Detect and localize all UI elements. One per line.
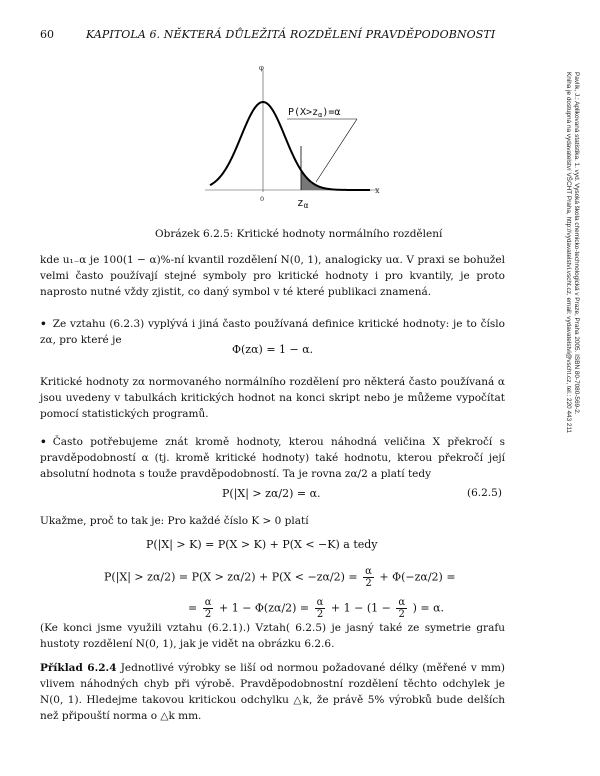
example-6-2-4 — [40, 660, 505, 724]
bullet: • — [40, 318, 47, 330]
alpha-over-two — [315, 597, 326, 620]
frac-num: α — [316, 597, 324, 608]
frac-den: 2 — [398, 609, 405, 620]
alpha-over-two — [396, 597, 407, 620]
tail-area — [301, 170, 370, 190]
alpha-over-two — [203, 597, 214, 620]
equation-2: P(|X| > zα/2) = α. — [222, 487, 321, 500]
paragraph-6: (Ke konci jsme využili vztahu (6.2.1).) Vztah( 6.2.5) je jasný také ze symetrie grafu hustoty rozdělení N(0, 1), jak je vidět na obrázku 6.2.6. — [40, 622, 505, 650]
side-note — [564, 72, 580, 433]
frac-num: α — [398, 597, 406, 608]
example-title: Příklad 6.2.4 — [40, 662, 117, 674]
page-number: 60 — [40, 28, 54, 41]
paragraph-1: kde u₁₋α je 100(1 − α)%-ní kvantil rozdělení N(0, 1), analogicky uα. V praxi se bohužel velmi často používají stejné symboly pro kritické hodnoty i pro kvantily, je proto naprosto nutné vždy zjistit, co daný symbol v té které publikaci znamená. — [40, 254, 505, 298]
equation-5-a: = — [188, 601, 198, 615]
equation-1: Φ(zα) = 1 − α. — [232, 343, 314, 356]
annotation-leader — [316, 119, 357, 182]
x-axis-label: x — [375, 186, 380, 195]
equation-5-b: + 1 − Φ(zα/2) = — [218, 601, 310, 615]
bullet: • — [40, 436, 47, 448]
side-note-line-1: Pavlík, J.: Aplikovaná statistika. 1. vyd. Vysoká škola chemicko-technologická v Praze, Praha 2005. ISBN 80-7080-569-2. — [573, 72, 580, 415]
paragraph-5: Ukažme, proč to tak je: Pro každé číslo K > 0 platí — [40, 515, 309, 527]
equation-2-number: (6.2.5) — [467, 487, 502, 499]
y-axis-label: φ — [259, 64, 264, 72]
equation-4-left: P(|X| > zα/2) = P(X > zα/2) + P(X < −zα/2) = — [104, 570, 358, 584]
frac-num: α — [365, 566, 372, 577]
frac-den: 2 — [316, 609, 324, 620]
equation-5-c: + 1 − (1 − — [330, 601, 391, 615]
normal-density-figure — [205, 64, 405, 214]
running-head: KAPITOLA 6. NĚKTERÁ DŮLEŽITÁ ROZDĚLENÍ PRAVDĚPODOBNOSTI — [86, 28, 496, 41]
paragraph-2-text: Ze vztahu (6.2.3) vyplývá i jiná často používaná definice kritické hodnoty: je to číslo zα, pro které je — [40, 318, 505, 346]
frac-den: 2 — [365, 578, 372, 589]
equation-5-d: ) = α. — [412, 601, 445, 615]
side-note-line-2: Kniha je dostupná na vydavatelství VŠCHT Praha, http://vydavatelstvi.vscht.cz, email: vydavatelstvi@vscht.cz, tel.: 220 443 211 — [565, 72, 572, 434]
zero-label: 0 — [260, 195, 265, 203]
annotation-text: $P(X>z_\alpha)=\alpha$ — [288, 107, 341, 119]
equation-4-right: + Φ(−zα/2) = — [379, 570, 456, 584]
figure-caption: Obrázek 6.2.5: Kritické hodnoty normálního rozdělení — [155, 228, 443, 240]
paragraph-4 — [40, 434, 505, 482]
frac-den: 2 — [204, 609, 212, 620]
paragraph-3: Kritické hodnoty zα normovaného normálního rozdělení pro některá často používaná α jsou uvedeny v tabulkách kritických hodnot na konci skript nebo je můžeme vypočítat pomocí statistických programů. — [40, 376, 505, 420]
paragraph-4-text: Často potřebujeme znát kromě hodnoty, kterou náhodná veličina X překročí s pravděpodobností α (tj. kromě kritické hodnoty) také hodnotu, kterou překročí její absolutní hodnota s touže pravděpodobností. Ta je rovna zα/2 a platí tedy — [40, 436, 505, 480]
equation-5 — [188, 597, 444, 620]
frac-num: α — [204, 597, 212, 608]
example-body: Jednotlivé výrobky se liší od normou požadované délky (měřené v mm) vlivem náhodných chyb při výrobě. Pravděpodobnostní rozdělení těchto odchylek je N(0, 1). Hledejme takovou kritickou odchylku △k, že právě 5% výrobků bude delších než připouští norma o △k mm. — [40, 662, 505, 722]
equation-4 — [104, 566, 456, 589]
alpha-over-two — [363, 566, 374, 589]
equation-3: P(|X| > K) = P(X > K) + P(X < −K) a tedy — [146, 538, 378, 551]
z-alpha-label: zα — [297, 196, 309, 210]
